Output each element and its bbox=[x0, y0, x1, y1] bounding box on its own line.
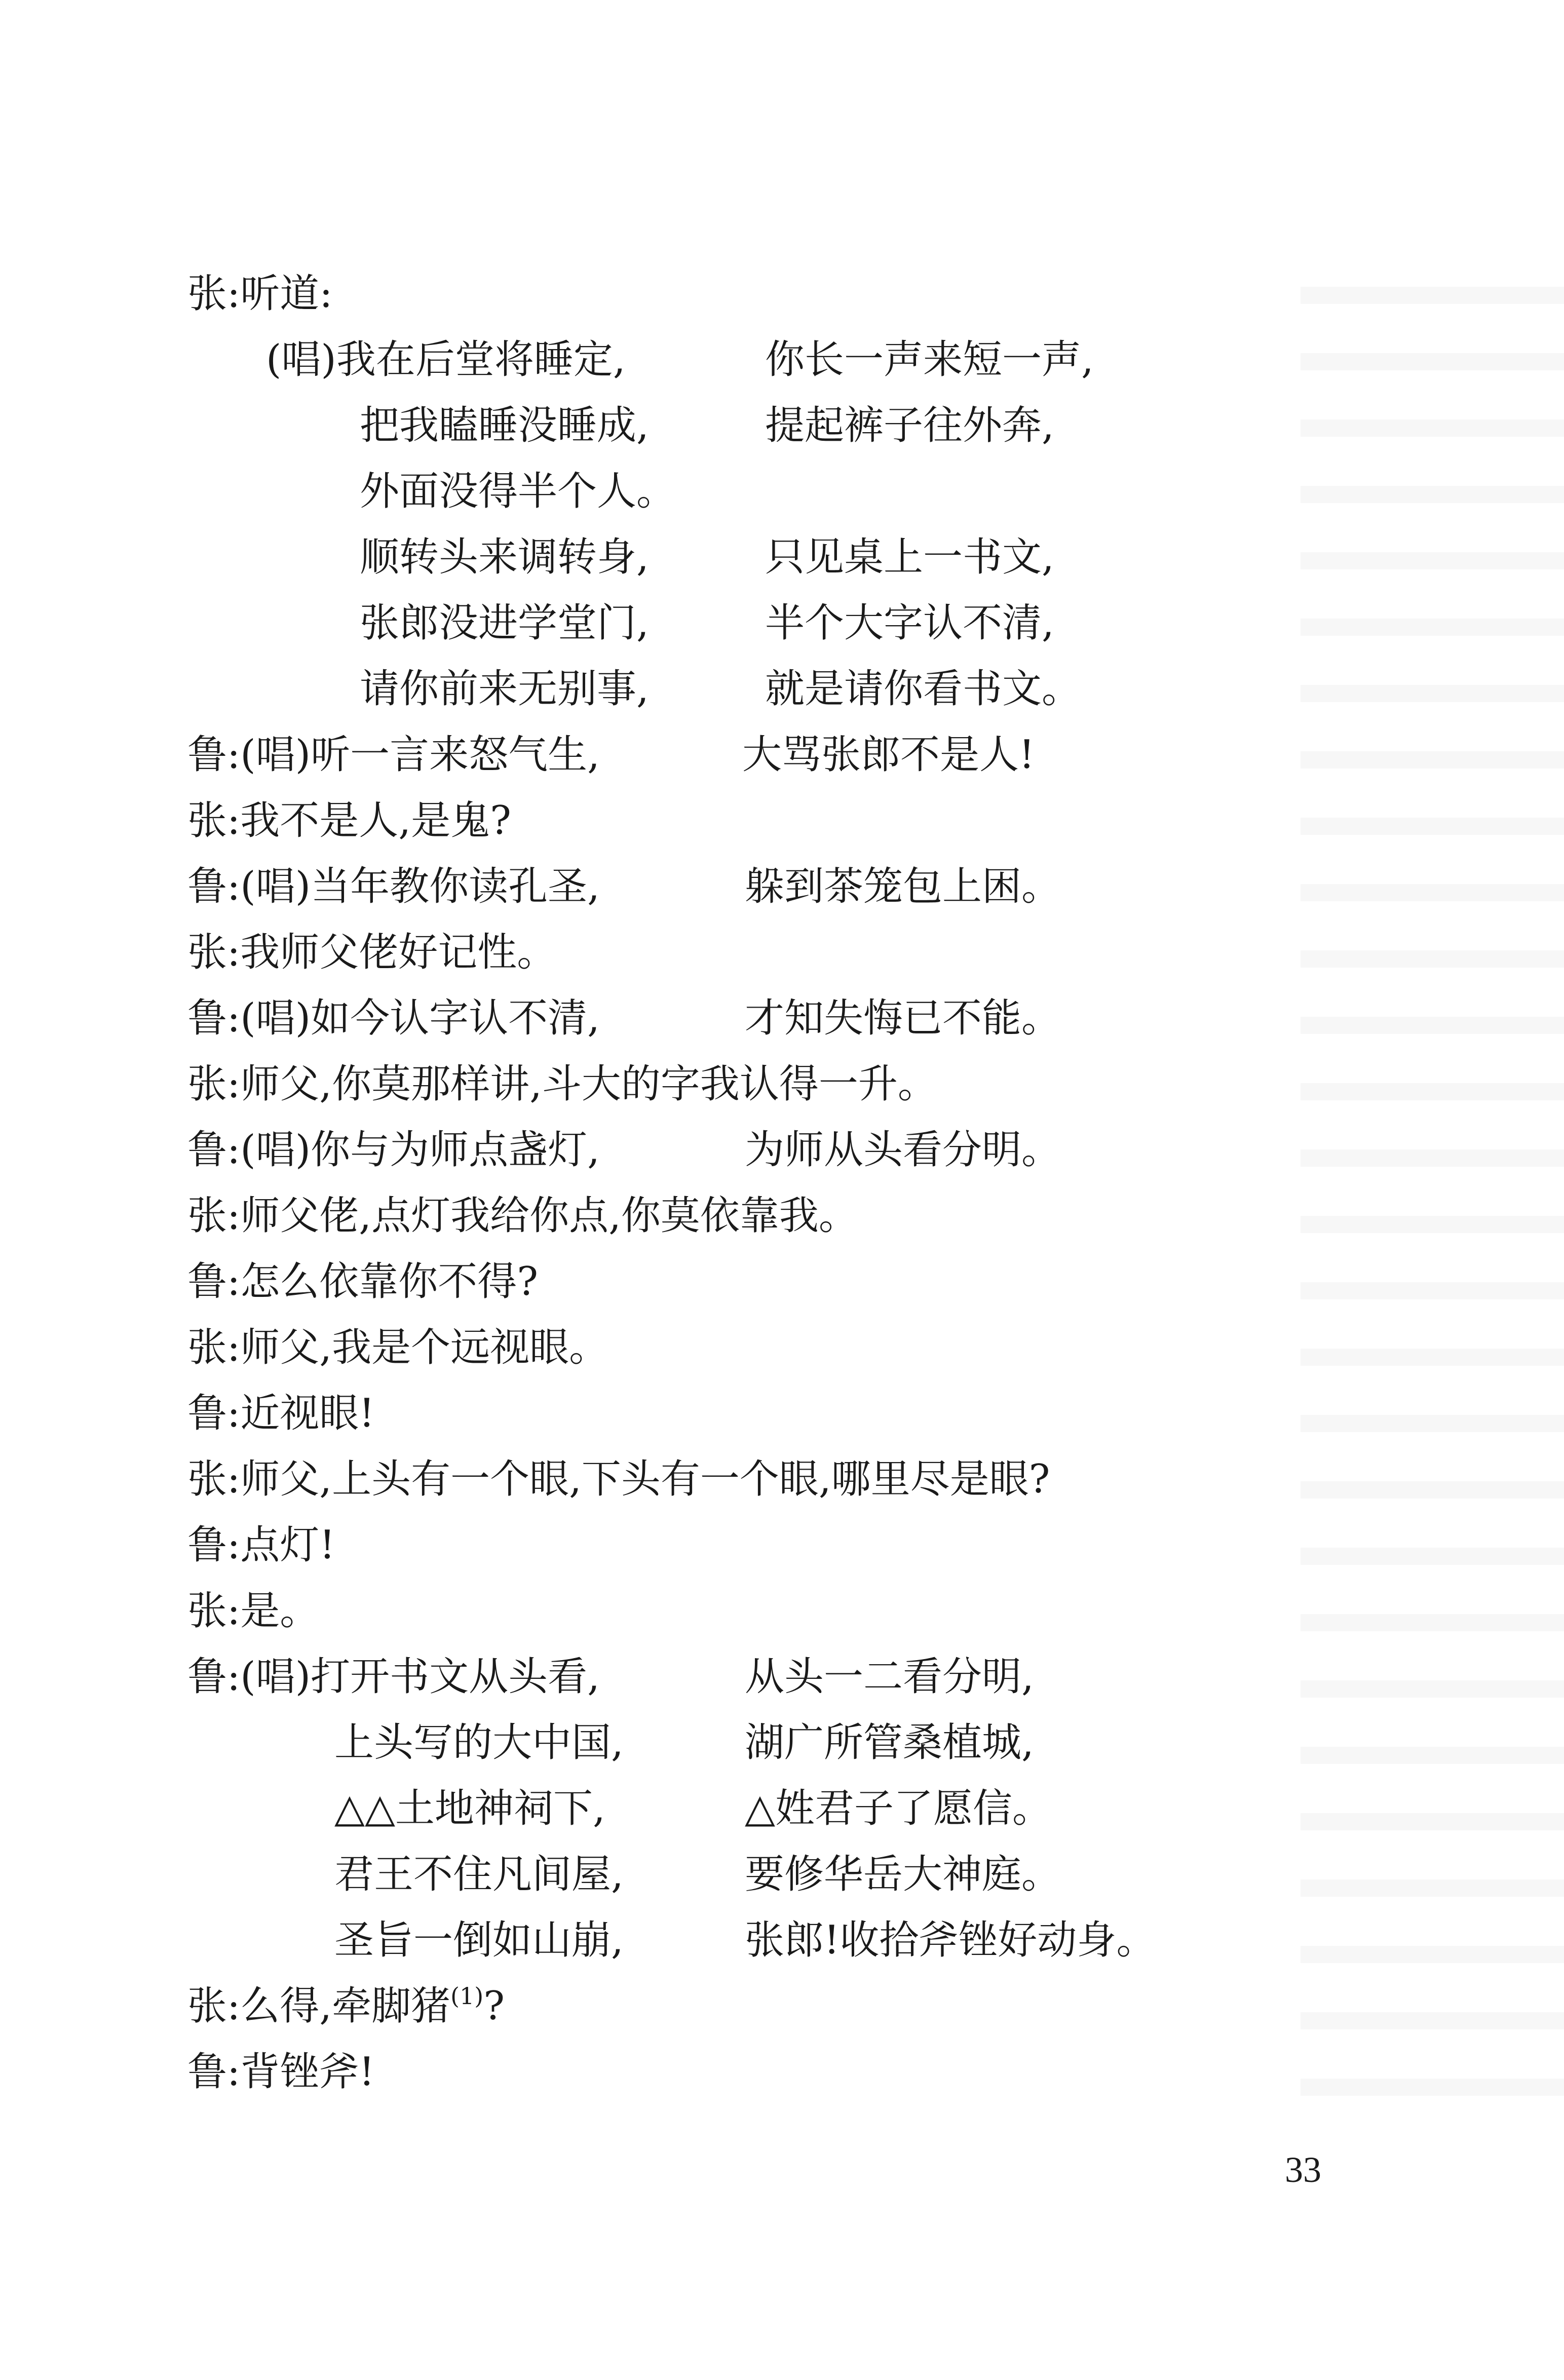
line-text: 张:我师父佬好记性。 bbox=[187, 930, 557, 975]
verse-first-half: 君王不住凡间屋, bbox=[334, 1852, 624, 1897]
line-text: 鲁:怎么依靠你不得? bbox=[187, 1259, 539, 1304]
verse-first-half: 鲁:(唱)当年教你读孔圣, bbox=[187, 864, 600, 909]
verse-first-half: 外面没得半个人。 bbox=[360, 469, 676, 514]
line-text: 张:师父,你莫那样讲,斗大的字我认得一升。 bbox=[187, 1061, 937, 1107]
verse-second-half: 提起裤子往外奔, bbox=[765, 403, 1054, 448]
verse-second-half: 只见桌上一书文, bbox=[765, 534, 1054, 580]
line-text: 鲁:近视眼! bbox=[187, 1391, 375, 1436]
page-number: 33 bbox=[1285, 2149, 1321, 2190]
line-text: 张:么得,牵脚猪 bbox=[187, 1983, 451, 2029]
verse-second-half: 半个大字认不清, bbox=[765, 600, 1054, 646]
line-text: 鲁:背锉斧! bbox=[187, 2049, 375, 2095]
verse-second-half: 大骂张郎不是人! bbox=[742, 732, 1035, 778]
verse-first-half: △△土地神祠下, bbox=[334, 1786, 605, 1831]
verse-first-half: 鲁:(唱)如今认字认不清, bbox=[187, 995, 600, 1041]
line-text: 张:听道: bbox=[187, 271, 333, 317]
verse-first-half: 上头写的大中国, bbox=[334, 1720, 624, 1765]
line-with-footnote bbox=[187, 1981, 505, 2031]
verse-first-half: 鲁:(唱)听一言来怒气生, bbox=[187, 732, 600, 778]
line-text: 张:是。 bbox=[187, 1588, 320, 1634]
line-text: 鲁:点灯! bbox=[187, 1522, 335, 1568]
line-text: 张:师父,上头有一个眼,下头有一个眼,哪里尽是眼? bbox=[187, 1456, 1050, 1502]
line-tail: ? bbox=[483, 1983, 505, 2029]
verse-second-half: △姓君子了愿信。 bbox=[745, 1786, 1052, 1831]
verse-first-half: 鲁:(唱)你与为师点盏灯, bbox=[187, 1127, 600, 1173]
verse-second-half: 为师从头看分明。 bbox=[745, 1127, 1061, 1173]
verse-second-half: 湖广所管桑植城, bbox=[745, 1720, 1034, 1765]
verse-second-half: 你长一声来短一声, bbox=[765, 337, 1094, 382]
verse-first-half: 把我瞌睡没睡成, bbox=[360, 403, 649, 448]
line-text: 张:师父,我是个远视眼。 bbox=[187, 1325, 609, 1370]
verse-second-half: 从头一二看分明, bbox=[745, 1654, 1034, 1700]
verse-second-half: 就是请你看书文。 bbox=[765, 666, 1082, 712]
verse-first-half: 请你前来无别事, bbox=[360, 666, 649, 712]
verse-first-half: 圣旨一倒如山崩, bbox=[334, 1917, 624, 1963]
verse-second-half: 要修华岳大神庭。 bbox=[745, 1852, 1061, 1897]
verse-second-half: 躲到茶笼包上困。 bbox=[745, 864, 1061, 909]
footnote-marker: (1) bbox=[450, 1982, 484, 2010]
verse-second-half: 张郎!收拾斧锉好动身。 bbox=[745, 1917, 1156, 1963]
line-text: 张:师父佬,点灯我给你点,你莫依靠我。 bbox=[187, 1193, 858, 1239]
verse-first-half: 顺转头来调转身, bbox=[360, 534, 649, 580]
verse-first-half: (唱)我在后堂将睡定, bbox=[266, 337, 626, 382]
verse-first-half: 张郎没进学堂门, bbox=[360, 600, 649, 646]
verse-second-half: 才知失悔已不能。 bbox=[745, 995, 1061, 1041]
verse-first-half: 鲁:(唱)打开书文从头看, bbox=[187, 1654, 600, 1700]
line-text: 张:我不是人,是鬼? bbox=[187, 798, 511, 843]
